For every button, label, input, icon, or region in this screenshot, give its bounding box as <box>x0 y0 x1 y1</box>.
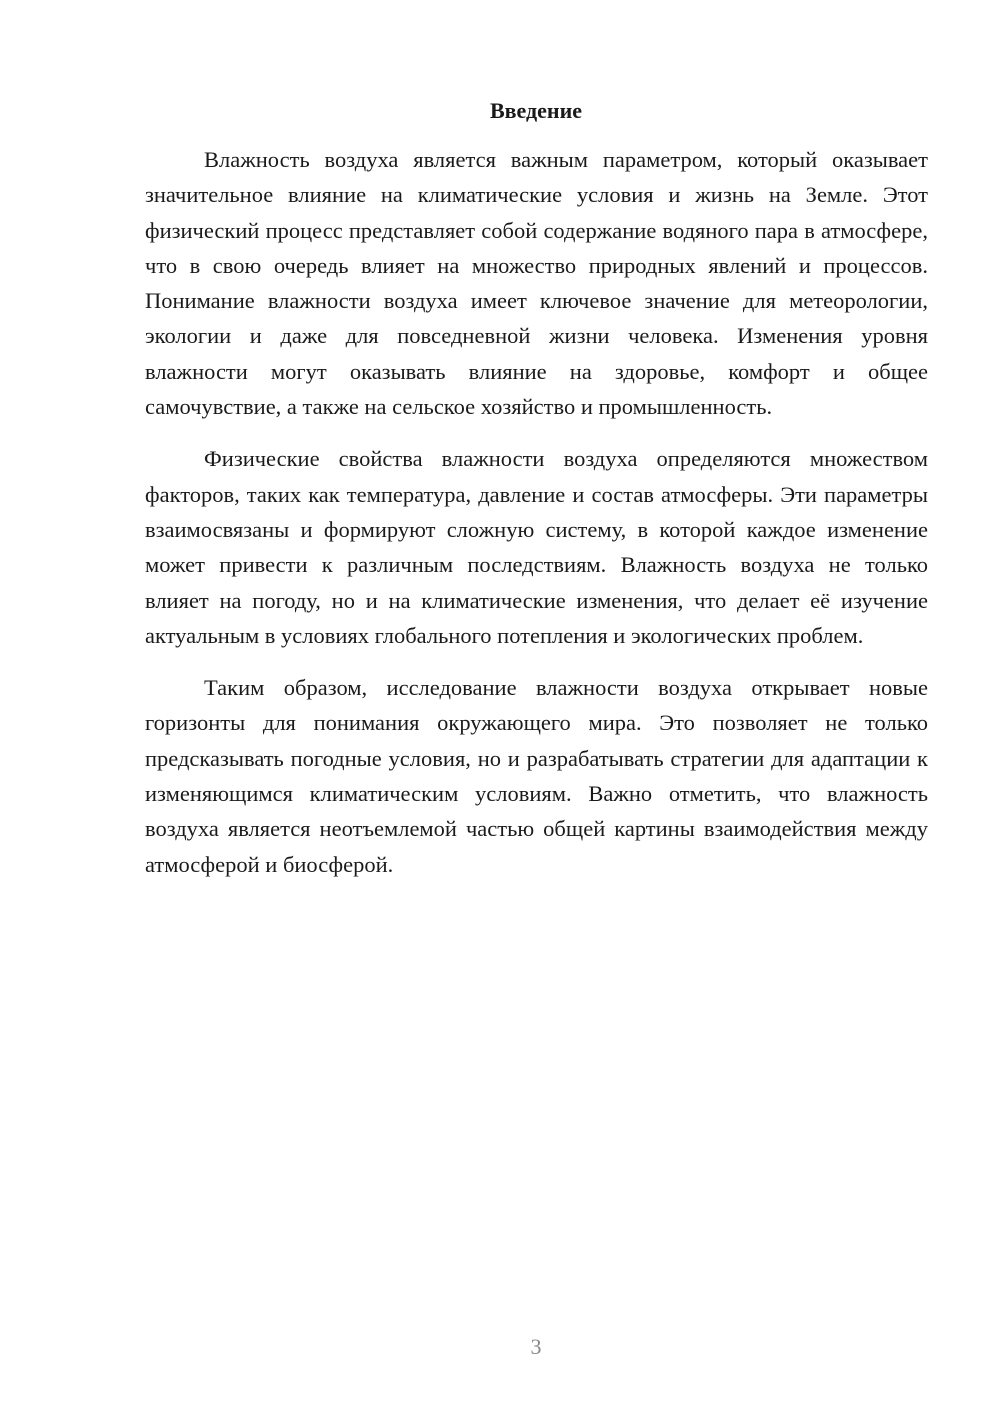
body-text <box>145 142 928 882</box>
paragraph-3: Таким образом, исследование влажности воздуха открывает новые горизонты для понимания окружающего мира. Это позволяет не только предсказывать погодные условия, но и разрабатывать стратегии для адаптации к изменяющимся климатическим условиям. Важно отметить, что влажность воздуха является неотъемлемой частью общей картины взаимодействия между атмосферой и биосферой. <box>145 675 928 877</box>
paragraph-2: Физические свойства влажности воздуха определяются множеством факторов, таких как температура, давление и состав атмосферы. Эти параметры взаимосвязаны и формируют сложную систему, в которой каждое изменение может привести к различным последствиям. Влажность воздуха не только влияет на погоду, но и на климатические изменения, что делает её изучение актуальным в условиях глобального потепления и экологических проблем. <box>145 446 928 648</box>
paragraph-1: Влажность воздуха является важным параметром, который оказывает значительное влияние на климатические условия и жизнь на Земле. Этот физический процесс представляет собой содержание водяного пара в атмосфере, что в свою очередь влияет на множество природных явлений и процессов. Понимание влажности воздуха имеет ключевое значение для метеорологии, экологии и даже для повседневной жизни человека. Изменения уровня влажности могут оказывать влияние на здоровье, комфорт и общее самочувствие, а также на сельское хозяйство и промышленность. <box>145 147 928 420</box>
page-number: 3 <box>530 1334 542 1359</box>
section-heading: Введение <box>489 98 583 123</box>
